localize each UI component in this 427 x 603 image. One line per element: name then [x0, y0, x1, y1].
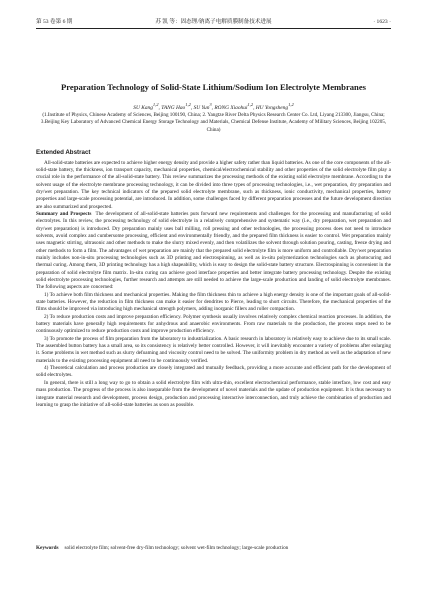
abstract-paragraph: All-solid-state batteries are expected to achieve higher energy density and provide a higher safety rather than liquid batteries. As one of the core components of the all-solid-state battery, the thickness, ion transport capacity, mechanical properties, chemical/electrochemical stability and other properties of the solid electrolyte film play a crucial role in the performance of the all-solid-state battery. This review summarizes the processing methods of the existing solid electrolyte membrane. According to the solvent usage of the electrolyte membrane processing technology, it can be divided into three types of processing technologies, i.e., wet preparation, dry preparation and dry/wet preparation. The key technical indicators of the prepared solid electrolyte membrane, such as thickness, ionic conductivity, mechanical properties, battery properties and large-scale processing potential, are introduced. In addition, some challenges faced by different preparation processes and the future development direction are also summarized and prospected.: [36, 159, 391, 210]
abstract-heading: Extended Abstract: [36, 149, 91, 156]
aspect-item-2: 2) To reduce production costs and improve preparation efficiency. Polymer synthesis usually involves relatively complex chemical reaction processes. In addition, the battery materials have generally high requirements for anhydrous and anaerobic environments. From raw materials to the production, the process steps need to be continuously optimized to reduce production costs and improve production efficiency.: [36, 313, 391, 335]
summary-lead: Summary and Prospects: [36, 210, 92, 217]
author-list: SU Kang$^{1,2}$, TANG Hao$^{1,2}$, SU Yun$^3$, RONG Xiaohui$^{1,2}$, HU Yongsheng$^{1,2}$: [133, 102, 294, 111]
running-title: 苏 凯 等：固态锂/钠离子电解质膜制备技术进展: [155, 19, 272, 25]
keywords-label: Keywords: [36, 545, 59, 551]
page-number: · 1623 ·: [373, 19, 391, 25]
affiliations: (1.Institute of Physics, Chinese Academy of Sciences, Beijing 100190, China; 2. Yangtze River Delta Physics Research Center Co. Ltd, Liyang 213300, Jiangsu, China; 3.Beijing Key Laboratory of Advanced Chemical Energy Storage Technology and Materials, Chemical Defense Institute, Academy of Military Sciences, Beijing 102205, China): [40, 112, 387, 133]
journal-volume-issue: 第 53 卷第 6 期: [36, 19, 73, 25]
aspect-item-3: 3) To promote the process of film preparation from the laboratory to industrialization. A basic research in laboratory is relatively easy to achieve due to its small scale. The assembled button battery has a small area, so its consistency is relatively better controlled. However, it will inevitably encounter a variety of problems after enlarging it. Some problems in wet method such as slurry defoaming and viscosity control need to be solved. The uniformity problem in dry method as well as the adaptation of new materials to the existing processing equipment all need to be continuously verified.: [36, 335, 391, 364]
header-divider: [36, 28, 391, 29]
aspect-item-1: 1) To achieve both film thickness and mechanical properties. Making the film thickness thin to achieve a high energy density is one of the important goals of all-solid-state batteries. However, the reduction in film thickness can make it easier for dendrites to Pierce, leading to short circuits. Therefore, the mechanical properties of the films should be improved via introducing high mechanical strength polymers, adding inorganic fillers and roller compaction.: [36, 291, 391, 313]
aspect-item-4: 4) Theoretical calculation and process production are closely integrated and mutually feedback, providing a more accurate and efficient path for the development of solid electrolytes.: [36, 365, 391, 379]
extended-abstract: [36, 148, 391, 409]
keywords-text: solid electrolyte film; solvent-free dry-film technology; solvent wet-film technology; large-scale production: [64, 545, 289, 551]
summary-text: The development of all-solid-state batteries puts forward new requirements and challenges for the processing and manufacturing of solid electrolytes. In this review, the processing technology of solid electrolyte in a relatively comprehensive and systematic way (i.e., dry preparation, wet preparation and dry/wet preparation) is introduced. Dry preparation mainly uses ball milling, roll pressing and other technologies, the processing process does not need to introduce solvents, avoid complex and cumbersome processing, efficient and environmentally friendly, and the prepared film thickness is easier to control. Wet preparation mainly uses magnetic stirring, ultrasonic and other methods to make the slurry mixed evenly, and then volatilizes the solvent through solution pouring, casting, freeze drying and other methods to form a film. The advantages of wet preparation are mainly that the prepared solid electrolyte film is more uniform and controllable. Dry/wet preparation mainly includes non-in-situ processing technologies such as 3D printing and electrospinning, as well as in-situ polymerization technologies such as photocuring and thermal curing. Among them, 3D printing technology has a high shapeability, which is easy to design the solid-state battery structure. Electrospinning is convenient in the preparation of solid electrolyte film matrix. In-situ curing can achieve good interface properties and better integrate battery processing technology. Despite the existing solid electrolyte processing technologies, further research and attempts are still needed to achieve the large-scale production and landing of solid electrolyte membranes. The following aspects are concerned:: [36, 210, 391, 291]
summary-paragraph: [36, 211, 391, 292]
running-header: [36, 17, 391, 27]
keywords-line: [36, 545, 391, 552]
conclusion-paragraph: In general, there is still a long way to go to obtain a solid electrolyte film with ultra-thin, excellent electrochemical performance, stable interface, low cost and easy mass production. The progress of the process is also inseparable from the development of novel materials and the update of production equipment. It is thus necessary to integrate material research and development, process design, production and processing interactive interconnection, and truly achieve the combination of production and learning to grasp the initiative of all-solid-state batteries as soon as possible.: [36, 379, 391, 408]
paper-title: Preparation Technology of Solid-State Lithium/Sodium Ion Electrolyte Membranes: [60, 82, 366, 92]
